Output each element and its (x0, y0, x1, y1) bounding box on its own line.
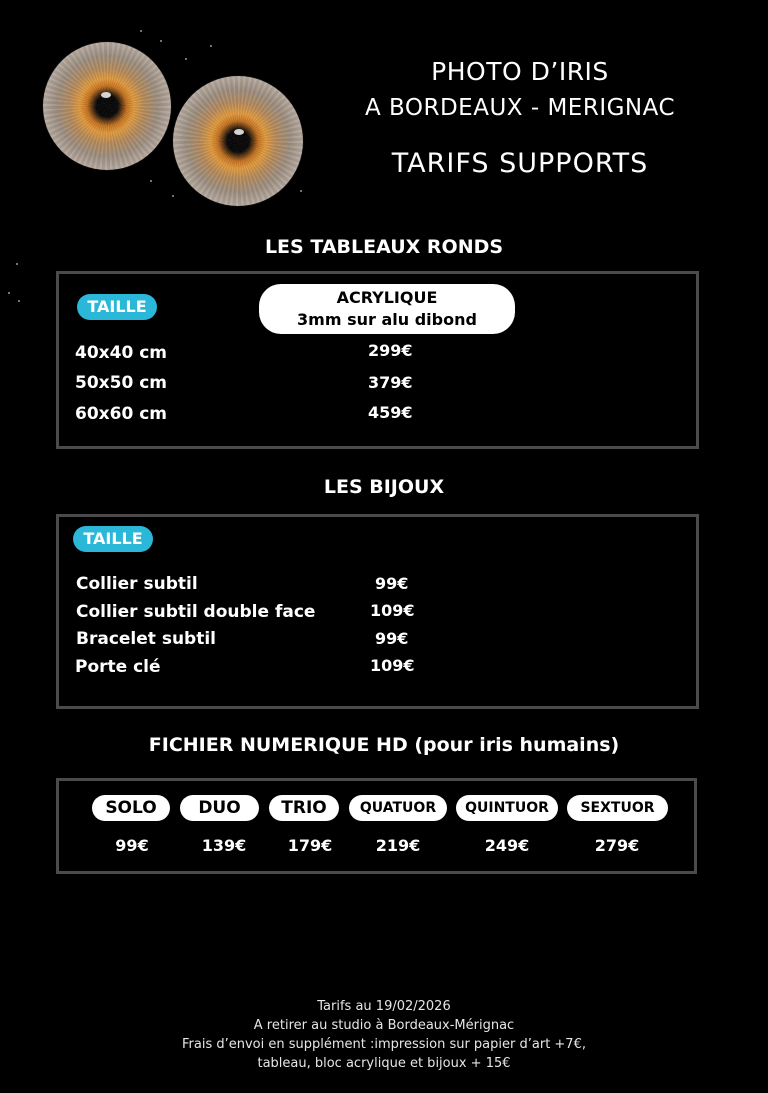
bijoux-item-collier-double: Collier subtil double face (76, 602, 316, 622)
tableaux-size-60: 60x60 cm (75, 404, 167, 424)
numerique-price-quatuor: 219€ (375, 836, 421, 855)
iris-photo-right (173, 76, 303, 206)
section-title-numerique: FICHIER NUMERIQUE HD (pour iris humains) (148, 734, 620, 756)
tableaux-price-40: 299€ (368, 341, 413, 360)
bijoux-price-bracelet: 99€ (375, 629, 409, 648)
tableaux-box (56, 271, 699, 449)
footer-date: Tarifs au 19/02/2026 (317, 999, 451, 1014)
numerique-price-solo: 99€ (115, 836, 149, 855)
bijoux-price-porte-cle: 109€ (370, 656, 415, 675)
material-line1: ACRYLIQUE (336, 288, 438, 307)
footer-pickup: A retirer au studio à Bordeaux-Mérignac (253, 1018, 515, 1033)
section-title-tableaux: LES TABLEAUX RONDS (264, 236, 504, 258)
footer-shipping-2: tableau, bloc acrylique et bijoux + 15€ (257, 1056, 511, 1071)
numerique-option-duo: DUO (180, 795, 259, 821)
numerique-price-sextuor: 279€ (594, 836, 640, 855)
numerique-box (56, 778, 697, 874)
iris-photo-left (43, 42, 171, 170)
bijoux-item-collier: Collier subtil (76, 574, 198, 594)
numerique-price-quintuor: 249€ (484, 836, 530, 855)
tableaux-size-50: 50x50 cm (75, 373, 167, 393)
numerique-option-quatuor: QUATUOR (349, 795, 447, 821)
numerique-option-quintuor: QUINTUOR (456, 795, 558, 821)
iris-glint (234, 129, 244, 135)
iris-glint (101, 92, 111, 98)
tableaux-size-40: 40x40 cm (75, 343, 167, 363)
footer-shipping-1: Frais d’envoi en supplément :impression sur papier d’art +7€, (182, 1037, 586, 1052)
page-subtitle-tarifs: TARIFS SUPPORTS (391, 148, 649, 179)
bijoux-price-collier-double: 109€ (370, 601, 415, 620)
bijoux-price-collier: 99€ (375, 574, 409, 593)
bijoux-box (56, 514, 699, 709)
section-title-bijoux: LES BIJOUX (323, 476, 445, 498)
page-title: PHOTO D’IRIS (431, 57, 609, 86)
bijoux-item-bracelet: Bracelet subtil (76, 629, 216, 649)
numerique-price-trio: 179€ (287, 836, 333, 855)
tableaux-price-50: 379€ (368, 373, 413, 392)
numerique-price-duo: 139€ (201, 836, 247, 855)
tableaux-material-header (259, 284, 515, 334)
material-line2: 3mm sur alu dibond (297, 310, 477, 329)
bijoux-size-badge: TAILLE (73, 526, 153, 552)
page-subtitle-location: A BORDEAUX - MERIGNAC (364, 95, 676, 121)
tableaux-price-60: 459€ (368, 403, 413, 422)
footer-notes (0, 997, 768, 1073)
numerique-option-sextuor: SEXTUOR (567, 795, 668, 821)
tableaux-size-badge: TAILLE (77, 294, 157, 320)
numerique-option-solo: SOLO (92, 795, 170, 821)
numerique-option-trio: TRIO (269, 795, 339, 821)
bijoux-item-porte-cle: Porte clé (75, 657, 161, 677)
